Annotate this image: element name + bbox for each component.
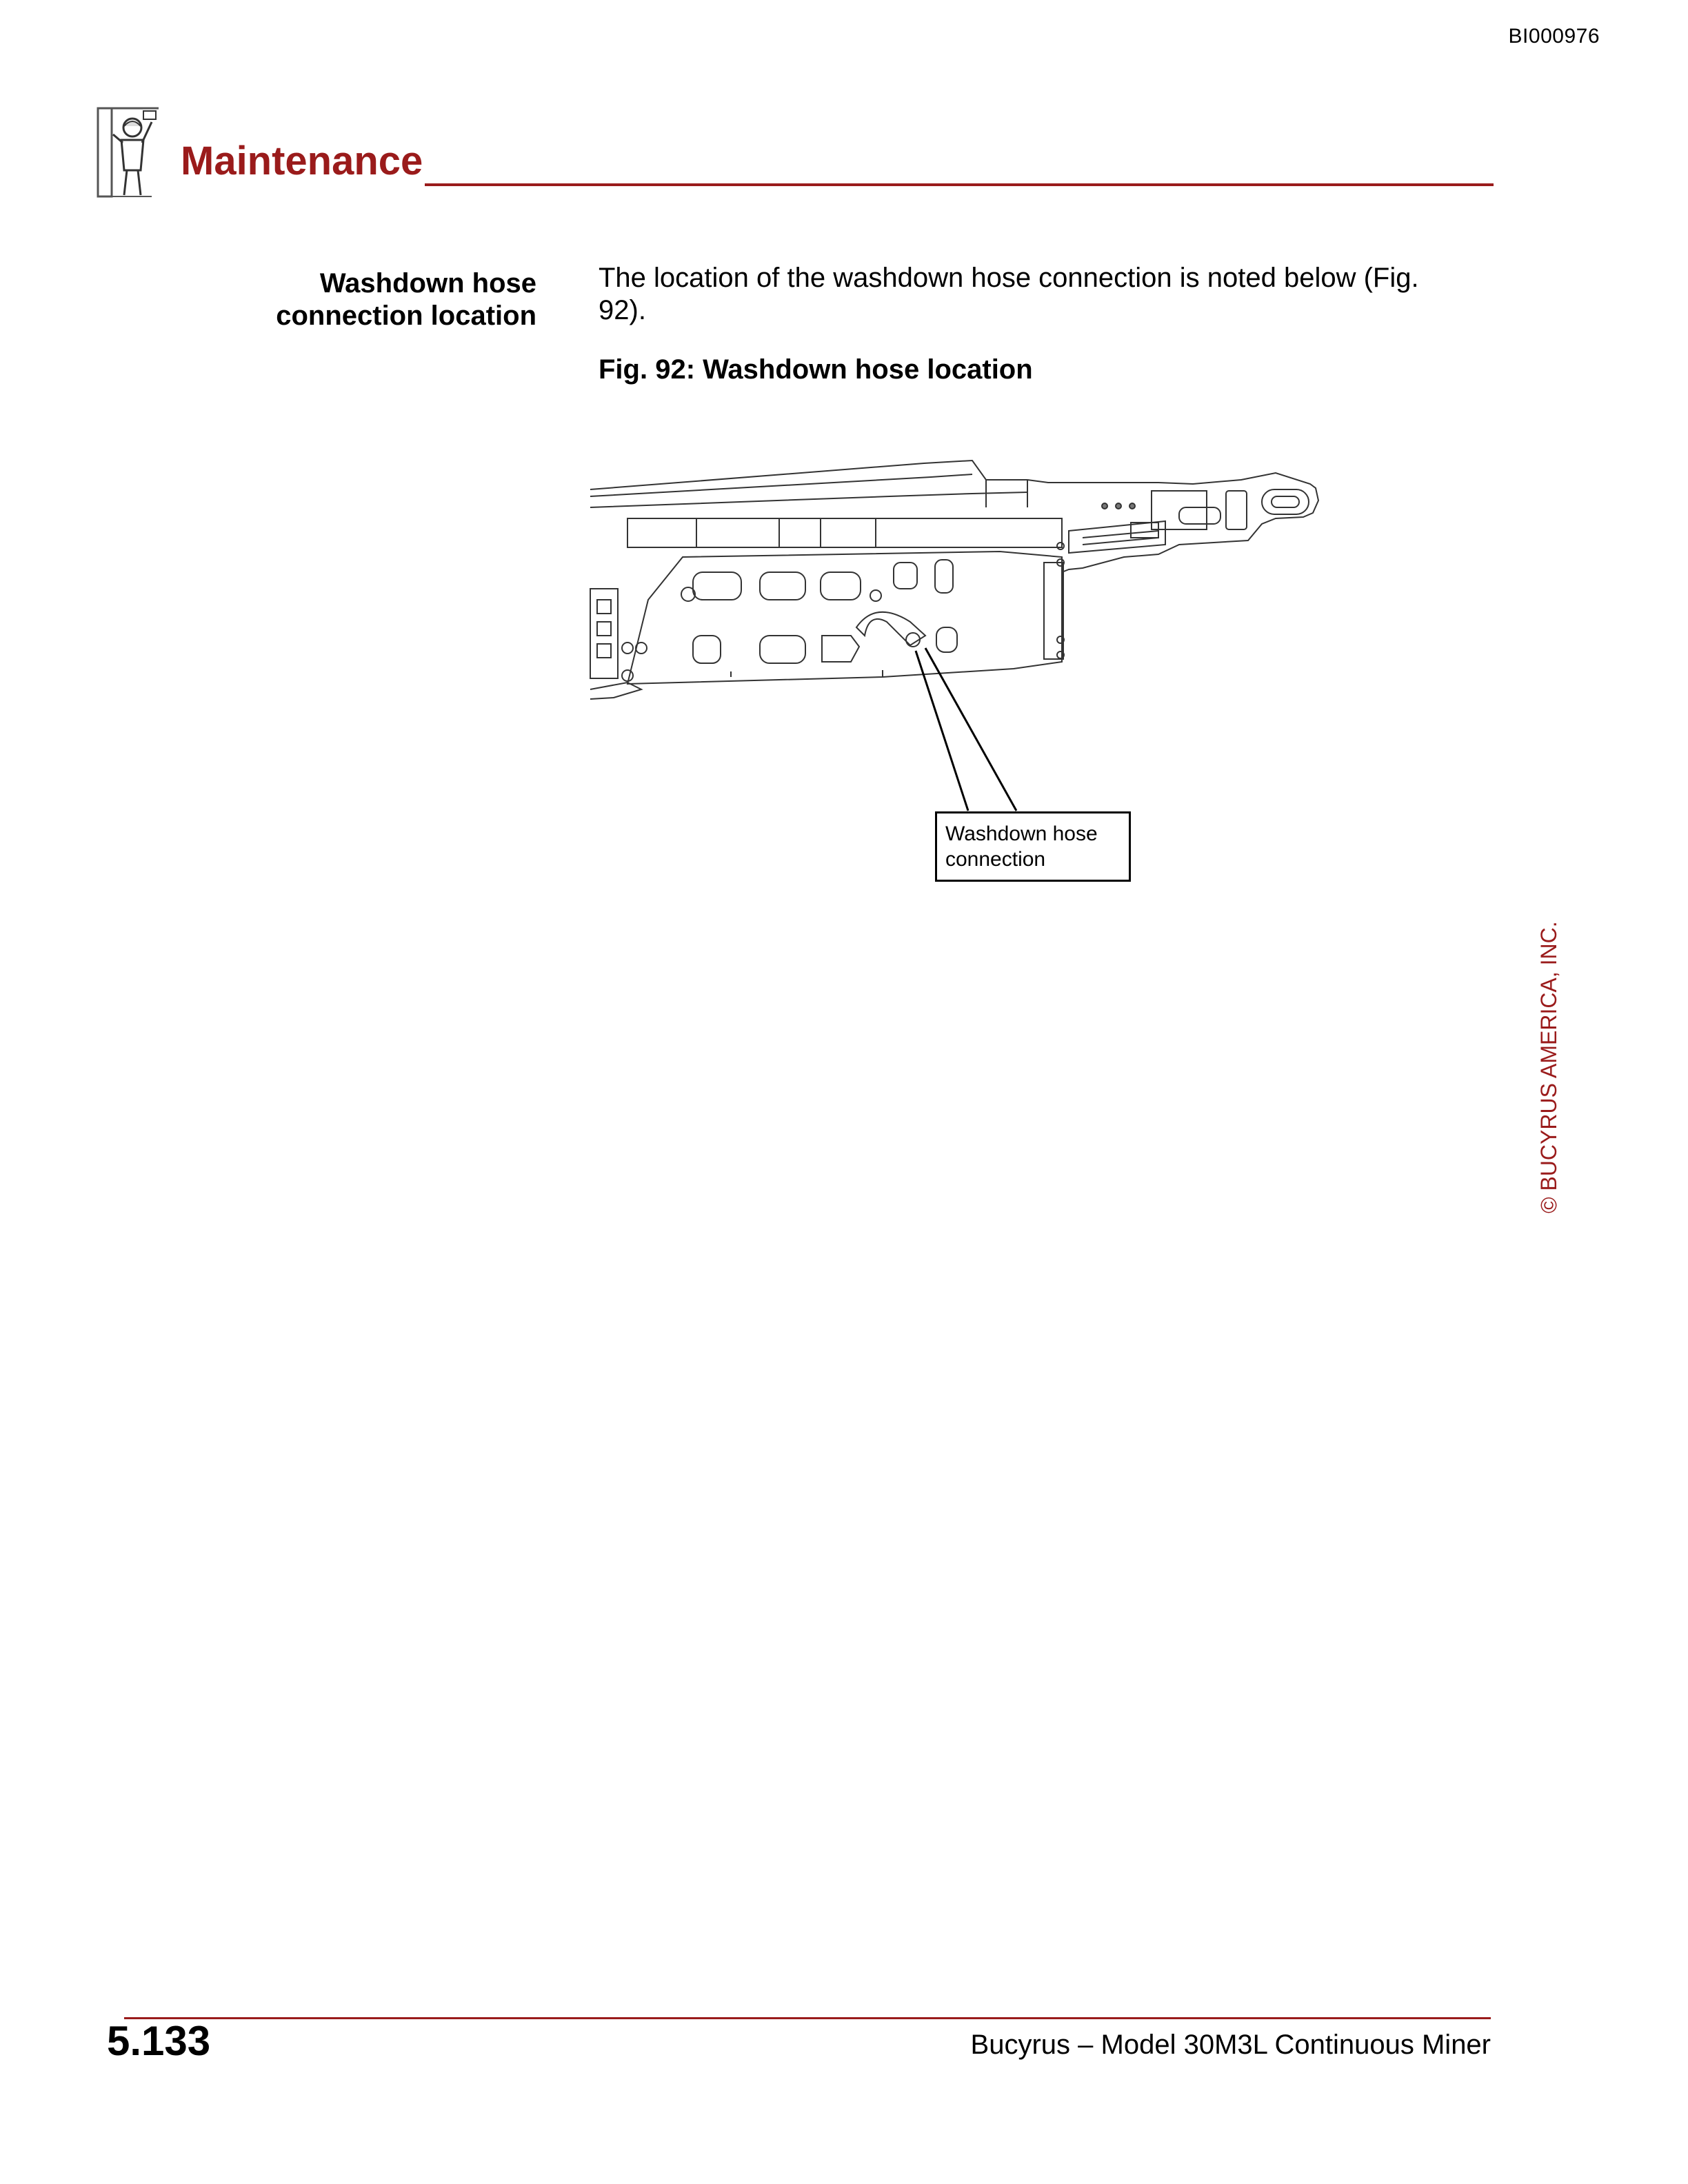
callout-label: Washdown hose connection <box>935 811 1131 882</box>
copyright-notice: © BUCYRUS AMERICA, INC. <box>1536 921 1561 1213</box>
footer-rule <box>124 2017 1491 2019</box>
page-number: 5.133 <box>107 2018 211 2064</box>
document-id: BI000976 <box>1508 25 1600 48</box>
figure-caption: Fig. 92: Washdown hose location <box>599 354 1033 385</box>
callout-leader-lines <box>896 634 1034 820</box>
footer-title: Bucyrus – Model 30M3L Continuous Miner <box>970 2030 1491 2060</box>
side-label: Washdown hose connection location <box>276 268 536 332</box>
section-heading: Maintenance <box>181 139 423 183</box>
section-rule <box>425 183 1494 186</box>
body-paragraph: The location of the washdown hose connection is noted below (Fig. 92). <box>599 263 1419 326</box>
maintenance-worker-icon <box>97 107 165 200</box>
